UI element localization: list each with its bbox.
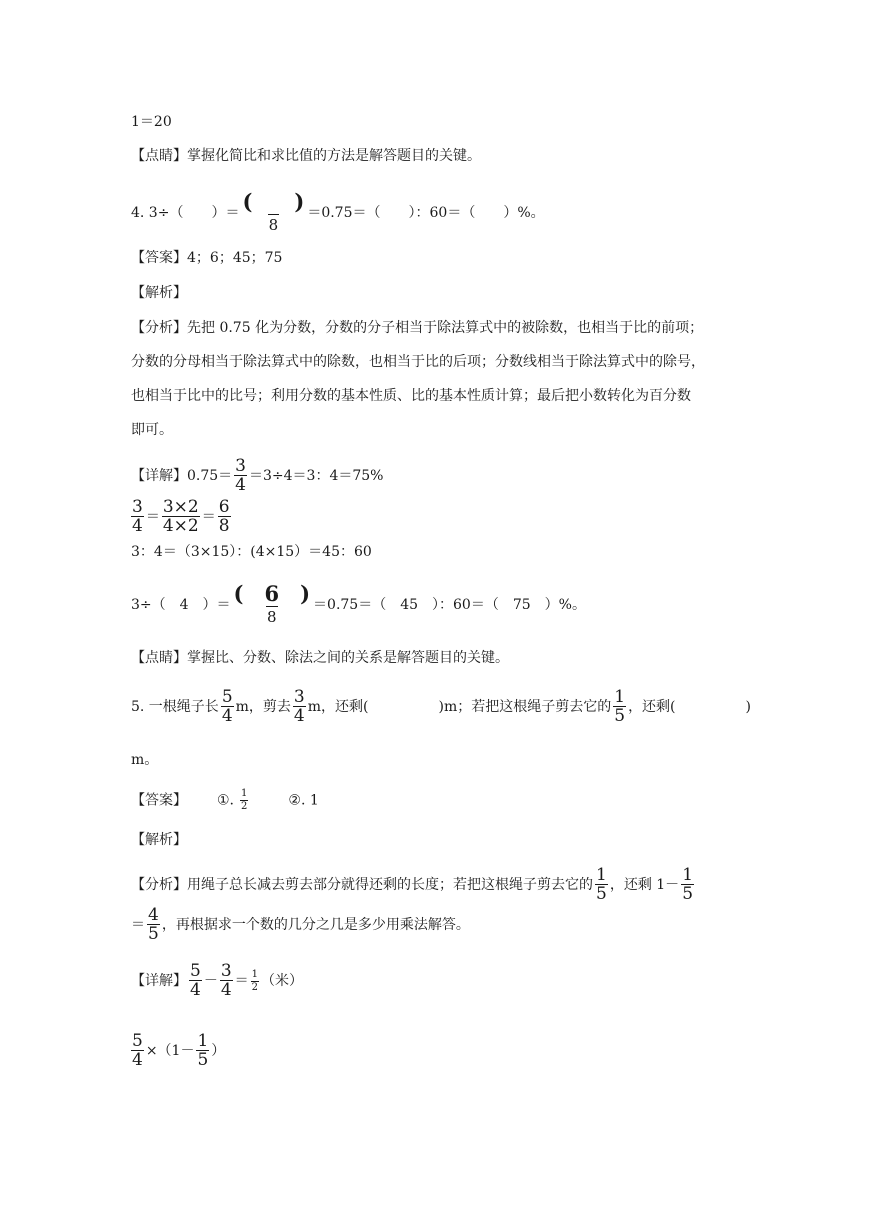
- detail-line: [131, 457, 383, 495]
- answer-line: [131, 788, 319, 813]
- fraction-den: 5: [682, 884, 694, 904]
- fraction-den: 4×2: [162, 516, 199, 536]
- detail-line: [131, 962, 303, 1000]
- analysis-line: [131, 906, 470, 944]
- fraction: [234, 457, 247, 495]
- fraction-num: 1: [682, 865, 694, 885]
- fraction-num: 6: [218, 497, 230, 517]
- detail-label: 【详解】: [131, 973, 187, 989]
- q5-d: ，还剩( ): [628, 699, 751, 715]
- analysis-line: [131, 866, 696, 904]
- text-line: 1＝20: [131, 114, 172, 130]
- times-expression: ×（1－: [145, 1043, 195, 1059]
- fraction: [131, 1032, 144, 1070]
- fraction-den: 4: [221, 706, 233, 726]
- detail-pre: 【详解】0.75＝: [131, 468, 233, 484]
- fraction: [131, 498, 144, 536]
- fraction-num: ( 6 ): [233, 581, 311, 606]
- fraction: [189, 962, 202, 1000]
- equals: ＝: [201, 509, 216, 525]
- fraction-den: 2: [251, 981, 259, 993]
- fraction-den: 4: [235, 475, 246, 495]
- analysis-heading: 【解析】: [131, 832, 187, 848]
- q5-a: 5. 一根绳子长: [131, 699, 219, 715]
- q5-c: m，还剩( )m；若把这根绳子剪去它的: [307, 699, 612, 715]
- fraction: [595, 866, 608, 904]
- fraction: [293, 688, 306, 726]
- analysis-post: ，再根据求一个数的几分之几是多少用乘法解答。: [161, 917, 470, 933]
- analysis-line: 也相当于比中的比号；利用分数的基本性质、比的基本性质计算；最后把小数转化为百分数: [131, 388, 691, 404]
- detail-line: [131, 1032, 225, 1070]
- analysis-eq: ＝: [131, 917, 145, 933]
- fraction-den: 8: [267, 608, 277, 626]
- fraction-den: 5: [148, 924, 159, 944]
- fraction-den: 2: [241, 801, 248, 812]
- equals: ＝: [145, 509, 160, 525]
- filled-equation: [131, 582, 586, 628]
- fraction-num: 3×2: [162, 497, 199, 517]
- fraction-num: 1: [251, 968, 259, 980]
- analysis-heading: 【解析】: [131, 285, 187, 301]
- close-paren: ）: [211, 1043, 226, 1059]
- q5-b: m，剪去: [235, 699, 291, 715]
- fraction-den: 4: [293, 706, 305, 726]
- analysis-mid: ，还剩 1－: [609, 877, 680, 893]
- fraction: [220, 962, 233, 1000]
- question-5: [131, 688, 751, 726]
- tip-line: 【点睛】掌握比、分数、除法之间的关系是解答题目的关键。: [131, 650, 509, 666]
- fraction-num: 5: [190, 961, 201, 981]
- q4-fraction-num: ( ): [242, 189, 305, 214]
- eq-pre: 3÷（ 4 ）＝: [131, 597, 231, 613]
- q4-pre: 4. 3÷（ ）＝: [131, 205, 240, 221]
- detail-post: ＝3÷4＝3：4＝75%: [249, 468, 384, 484]
- fraction-den: 4: [132, 516, 143, 536]
- q4-post: ＝0.75＝（ ）：60＝（ ）%。: [307, 205, 545, 221]
- fraction: [196, 1032, 209, 1070]
- fraction: [162, 498, 200, 536]
- fraction-num: 5: [221, 687, 233, 707]
- q4-fraction-den: 8: [268, 216, 279, 234]
- answer-1-marker: ①.: [217, 792, 235, 809]
- fraction: [240, 788, 248, 813]
- fraction: [221, 688, 234, 726]
- unit: （米）: [261, 973, 304, 989]
- fraction-num: 1: [241, 788, 248, 799]
- eq-post: ＝0.75＝（ 45 ）：60＝（ 75 ）%。: [313, 597, 586, 613]
- fraction-num: 3: [132, 497, 143, 517]
- answer-line: 【答案】4；6；45；75: [131, 250, 283, 266]
- fraction-num: 4: [148, 905, 159, 925]
- question-4: [131, 190, 545, 236]
- fraction: [613, 688, 626, 726]
- answer-label: 【答案】: [131, 792, 187, 809]
- analysis-line: 分数的分母相当于除法算式中的除数，也相当于比的后项；分数线相当于除法算式中的除号，: [131, 354, 705, 370]
- analysis-pre: 【分析】用绳子总长减去剪去部分就得还剩的长度；若把这根绳子剪去它的: [131, 877, 593, 893]
- fraction-num: 5: [132, 1031, 143, 1051]
- fraction-num: 3: [293, 687, 305, 707]
- fraction: [147, 906, 160, 944]
- fraction: [218, 498, 231, 536]
- unit-line: m。: [131, 752, 159, 768]
- minus: －: [203, 973, 218, 989]
- filled-fraction: [233, 582, 311, 628]
- fraction-den: 4: [132, 1050, 143, 1070]
- analysis-line: 【分析】先把 0.75 化为分数，分数的分子相当于除法算式中的被除数，也相当于比的前项；: [131, 320, 704, 336]
- fraction-num: 1: [596, 865, 607, 885]
- fraction: [251, 969, 259, 994]
- answer-2: ②. 1: [288, 792, 319, 809]
- fraction-num: 3: [220, 961, 232, 981]
- tip-line: 【点睛】掌握化简比和求比值的方法是解答题目的关键。: [131, 148, 481, 164]
- fraction-den: 5: [614, 706, 626, 726]
- q4-fraction: [241, 190, 305, 236]
- fraction-num: 3: [235, 456, 246, 476]
- ratio-line: 3：4＝（3×15）：(4×15）＝45：60: [131, 544, 372, 560]
- fraction-num: 1: [614, 687, 626, 707]
- fraction-num: 1: [197, 1031, 209, 1051]
- fraction-den: 5: [596, 884, 607, 904]
- fraction-den: 5: [197, 1050, 209, 1070]
- fraction: [681, 866, 694, 904]
- fraction-den: 4: [220, 980, 232, 1000]
- equals: ＝: [234, 973, 249, 989]
- fraction-den: 8: [218, 516, 230, 536]
- fraction-den: 4: [190, 980, 201, 1000]
- analysis-line: 即可。: [131, 422, 173, 438]
- fraction-equation: [131, 498, 233, 536]
